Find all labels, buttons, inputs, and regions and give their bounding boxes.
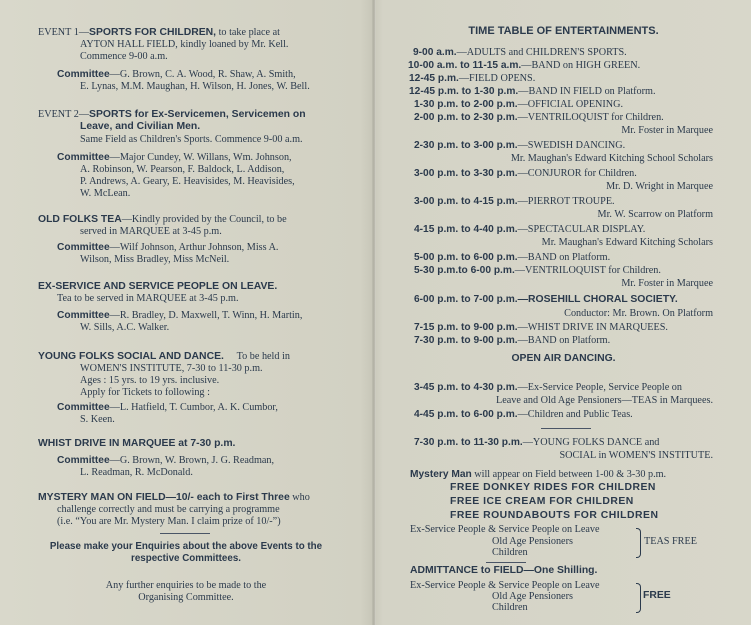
- committee-label: Committee: [57, 402, 110, 413]
- schedule-row: [414, 112, 664, 124]
- tea-committee: [57, 242, 278, 254]
- admittance-row: [410, 565, 597, 577]
- schedule-time: 4-15 p.m. to 4-40 p.m.: [414, 224, 518, 235]
- schedule-sub: Mr. Foster in Marquee: [621, 125, 713, 136]
- young-line3: Ages : 15 yrs. to 19 yrs. inclusive.: [80, 375, 220, 386]
- committee-names: —Major Cundey, W. Willans, Wm. Johnson,: [109, 152, 292, 163]
- schedule-row: [409, 73, 535, 85]
- committee-label: Committee: [57, 455, 110, 466]
- schedule-event: —PIERROT TROUPE.: [517, 196, 615, 207]
- further-line2: Organising Committee.: [138, 592, 234, 603]
- schedule-event: —OFFICIAL OPENING.: [517, 99, 624, 110]
- admittance-label: ADMITTANCE to FIELD: [410, 565, 524, 576]
- schedule-time: 4-45 p.m. to 6-00 p.m.: [414, 409, 518, 420]
- mystery-text: will appear on Field between 1-00 & 3-30 p.m.: [474, 469, 667, 480]
- schedule-sub: Mr. D. Wright in Marquee: [606, 181, 713, 192]
- young-line1-rest: To be held in: [236, 351, 290, 362]
- schedule-row: [414, 168, 637, 180]
- afternoon-row: [414, 409, 633, 421]
- mystery-line3: (i.e. “You are Mr. Mystery Man. I claim prize of 10/-”): [57, 516, 281, 527]
- committee-names: —Wilf Johnson, Arthur Johnson, Miss A.: [109, 242, 279, 253]
- schedule-time: 2-00 p.m. to 2-30 p.m.: [414, 112, 518, 123]
- committee-names: —R. Bradley, D. Maxwell, T. Winn, H. Martin,: [109, 310, 303, 321]
- event2-committee: [57, 152, 292, 164]
- event2-committee-line3: P. Andrews, A. Geary, E. Heavisides, M. Heavisides,: [80, 176, 295, 187]
- event1-line3: Commence 9-00 a.m.: [80, 51, 168, 62]
- schedule-event: —VENTRILOQUIST for Children.: [517, 112, 664, 123]
- event2-line2: Leave, and Civilian Men.: [80, 121, 201, 132]
- mystery-line1-rest: who: [292, 492, 310, 503]
- whist-committee-line2: L. Readman, R. McDonald.: [80, 467, 193, 478]
- schedule-time: 10-00 a.m. to 11-15 a.m.: [408, 60, 522, 71]
- tea-line1: [38, 214, 287, 226]
- event2-committee-line4: W. McLean.: [80, 188, 131, 199]
- afternoon-row-line2: Leave and Old Age Pensioners—TEAS in Marquees.: [495, 395, 713, 406]
- schedule-event: —BAND IN FIELD on Platform.: [518, 86, 656, 97]
- schedule-sub: Mr. Foster in Marquee: [621, 278, 713, 289]
- admit-free-line: Children: [492, 602, 528, 613]
- schedule-event: —BAND on Platform.: [517, 252, 611, 263]
- schedule-row: [408, 60, 640, 72]
- event1-label: EVENT 1—: [38, 27, 90, 38]
- schedule-row: [414, 196, 615, 208]
- event2-title: SPORTS for Ex-Servicemen, Servicemen on: [89, 109, 306, 120]
- schedule-event: —CONJUROR for Children.: [517, 168, 637, 179]
- committee-label: Committee: [57, 242, 110, 253]
- committee-names: —L. Hatfield, T. Cumbor, A. K. Cumbor,: [109, 402, 278, 413]
- schedule-event: —YOUNG FOLKS DANCE and: [522, 437, 660, 448]
- brace: [636, 583, 641, 613]
- afternoon-row: [414, 382, 682, 394]
- event2-label: EVENT 2—: [38, 109, 90, 120]
- evening-row-line2: SOCIAL in WOMEN'S INSTITUTE.: [559, 450, 713, 461]
- teas-free-line: Ex-Service People & Service People on Leave: [410, 524, 600, 535]
- schedule-event: —FIELD OPENS.: [458, 73, 536, 84]
- young-committee-line2: S. Keen.: [80, 414, 115, 425]
- admit-free-line: Ex-Service People & Service People on Leave: [410, 580, 600, 591]
- schedule-time: 3-00 p.m. to 3-30 p.m.: [414, 168, 518, 179]
- schedule-time: 5-30 p.m.to 6-00 p.m.: [414, 265, 515, 276]
- mystery-announcement: [410, 469, 666, 481]
- event1-line2: AYTON HALL FIELD, kindly loaned by Mr. Kell.: [80, 39, 289, 50]
- schedule-event: —BAND on Platform.: [517, 335, 611, 346]
- schedule-time: 9-00 a.m.: [413, 47, 457, 58]
- committee-label: Committee: [57, 310, 110, 321]
- schedule-sub: Conductor: Mr. Brown. On Platform: [564, 308, 713, 319]
- schedule-event: —ROSEHILL CHORAL SOCIETY.: [517, 294, 678, 305]
- schedule-sub: Mr. Maughan's Edward Kitching School Scholars: [510, 153, 713, 164]
- whist-committee: [57, 455, 274, 467]
- whist-title: WHIST DRIVE IN MARQUEE at 7-30 p.m.: [38, 438, 236, 449]
- exservice-title: EX-SERVICE AND SERVICE PEOPLE ON LEAVE.: [38, 281, 278, 292]
- event1-committee: [57, 69, 296, 81]
- timetable-page: [376, 0, 751, 625]
- teas-free-label: TEAS FREE: [644, 536, 697, 547]
- schedule-row: [414, 335, 610, 347]
- enquiries-line2: respective Committees.: [131, 553, 241, 564]
- further-line1: Any further enquiries to be made to the: [105, 580, 267, 591]
- schedule-time: 12-45 p.m. to 1-30 p.m.: [409, 86, 519, 97]
- timetable-title: TIME TABLE OF ENTERTAINMENTS.: [468, 25, 659, 37]
- committee-names: —G. Brown, C. A. Wood, R. Shaw, A. Smith,: [109, 69, 296, 80]
- teas-free-line: Old Age Pensioners: [492, 536, 573, 547]
- event1-title: SPORTS FOR CHILDREN,: [89, 27, 217, 38]
- schedule-row: [414, 224, 645, 236]
- free-line: FREE DONKEY RIDES FOR CHILDREN: [450, 482, 656, 493]
- young-title: YOUNG FOLKS SOCIAL AND DANCE.: [38, 351, 224, 362]
- admit-free-line: Old Age Pensioners: [492, 591, 573, 602]
- free-line: FREE ICE CREAM FOR CHILDREN: [450, 496, 634, 507]
- event1-committee-line2: E. Lynas, M.M. Maughan, H. Wilson, H. Jones, W. Bell.: [80, 81, 310, 92]
- free-line: FREE ROUNDABOUTS FOR CHILDREN: [450, 510, 659, 521]
- schedule-event: —Children and Public Teas.: [517, 409, 633, 420]
- schedule-time: 7-30 p.m. to 9-00 p.m.: [414, 335, 518, 346]
- schedule-row: [414, 99, 623, 111]
- committee-label: Committee: [57, 69, 110, 80]
- tea-committee-line2: Wilson, Miss Bradley, Miss McNeil.: [80, 254, 230, 265]
- exservice-committee-line2: W. Sills, A.C. Walker.: [80, 322, 170, 333]
- young-line1: [38, 351, 290, 363]
- young-committee: [57, 402, 278, 414]
- schedule-sub: Mr. Maughan's Edward Kitching Scholars: [541, 237, 713, 248]
- tea-line1-rest: —Kindly provided by the Council, to be: [121, 214, 287, 225]
- divider: [160, 533, 210, 534]
- admit-free-label: FREE: [643, 590, 671, 601]
- tea-line2: served in MARQUEE at 3-45 p.m.: [80, 226, 222, 237]
- mystery-line1: [38, 492, 310, 504]
- young-line2: WOMEN'S INSTITUTE, 7-30 to 11-30 p.m.: [80, 363, 263, 374]
- schedule-row: [414, 140, 625, 152]
- event2-line3: Same Field as Children's Sports. Commence 9-00 a.m.: [80, 134, 303, 145]
- schedule-event: —BAND on HIGH GREEN.: [521, 60, 641, 71]
- schedule-event: —SPECTACULAR DISPLAY.: [517, 224, 646, 235]
- schedule-event: —VENTRILOQUIST for Children.: [514, 265, 661, 276]
- brace: [636, 528, 641, 558]
- exservice-line2: Tea to be served in MARQUEE at 3-45 p.m.: [57, 293, 239, 304]
- open-air-heading: OPEN AIR DANCING.: [511, 353, 616, 364]
- schedule-row: [414, 265, 661, 277]
- admittance-price: —One Shilling.: [523, 565, 598, 576]
- schedule-time: 12-45 p.m.: [409, 73, 459, 84]
- schedule-time: 2-30 p.m. to 3-00 p.m.: [414, 140, 518, 151]
- schedule-row: [414, 294, 678, 306]
- divider: [541, 428, 591, 429]
- event2-committee-line2: A. Robinson, W. Pearson, F. Baldock, L. Addison,: [80, 164, 285, 175]
- mystery-line2: challenge correctly and must be carrying a programme: [57, 504, 280, 515]
- schedule-event: —WHIST DRIVE IN MARQUEES.: [517, 322, 668, 333]
- mystery-title: MYSTERY MAN ON FIELD—10/- each to First Three: [38, 492, 290, 503]
- schedule-time: 3-00 p.m. to 4-15 p.m.: [414, 196, 518, 207]
- schedule-time: 6-00 p.m. to 7-00 p.m.: [414, 294, 518, 305]
- schedule-event: —SWEDISH DANCING.: [517, 140, 626, 151]
- event1-line1: [38, 27, 280, 39]
- event1-line1-rest: to take place at: [218, 27, 280, 38]
- schedule-sub: Mr. W. Scarrow on Platform: [597, 209, 713, 220]
- tea-title: OLD FOLKS TEA: [38, 214, 122, 225]
- event2-line1: [38, 109, 306, 121]
- events-page: [0, 0, 372, 625]
- committee-label: Committee: [57, 152, 110, 163]
- teas-free-line: Children: [492, 547, 528, 558]
- schedule-event: —Ex-Service People, Service People on: [517, 382, 682, 393]
- schedule-row: [414, 322, 668, 334]
- schedule-row: [409, 86, 656, 98]
- divider: [486, 562, 526, 563]
- committee-names: —G. Brown, W. Brown, J. G. Readman,: [109, 455, 275, 466]
- schedule-time: 7-15 p.m. to 9-00 p.m.: [414, 322, 518, 333]
- young-line4: Apply for Tickets to following :: [80, 387, 210, 398]
- schedule-event: —ADULTS and CHILDREN'S SPORTS.: [456, 47, 627, 58]
- exservice-committee: [57, 310, 302, 322]
- schedule-time: 7-30 p.m. to 11-30 p.m.: [414, 437, 523, 448]
- evening-row: [414, 437, 659, 449]
- schedule-time: 5-00 p.m. to 6-00 p.m.: [414, 252, 518, 263]
- enquiries-line1: Please make your Enquiries about the above Events to the: [49, 541, 323, 552]
- schedule-time: 3-45 p.m. to 4-30 p.m.: [414, 382, 518, 393]
- schedule-time: 1-30 p.m. to 2-00 p.m.: [414, 99, 518, 110]
- schedule-row: [413, 47, 627, 59]
- schedule-row: [414, 252, 610, 264]
- mystery-label: Mystery Man: [410, 469, 472, 480]
